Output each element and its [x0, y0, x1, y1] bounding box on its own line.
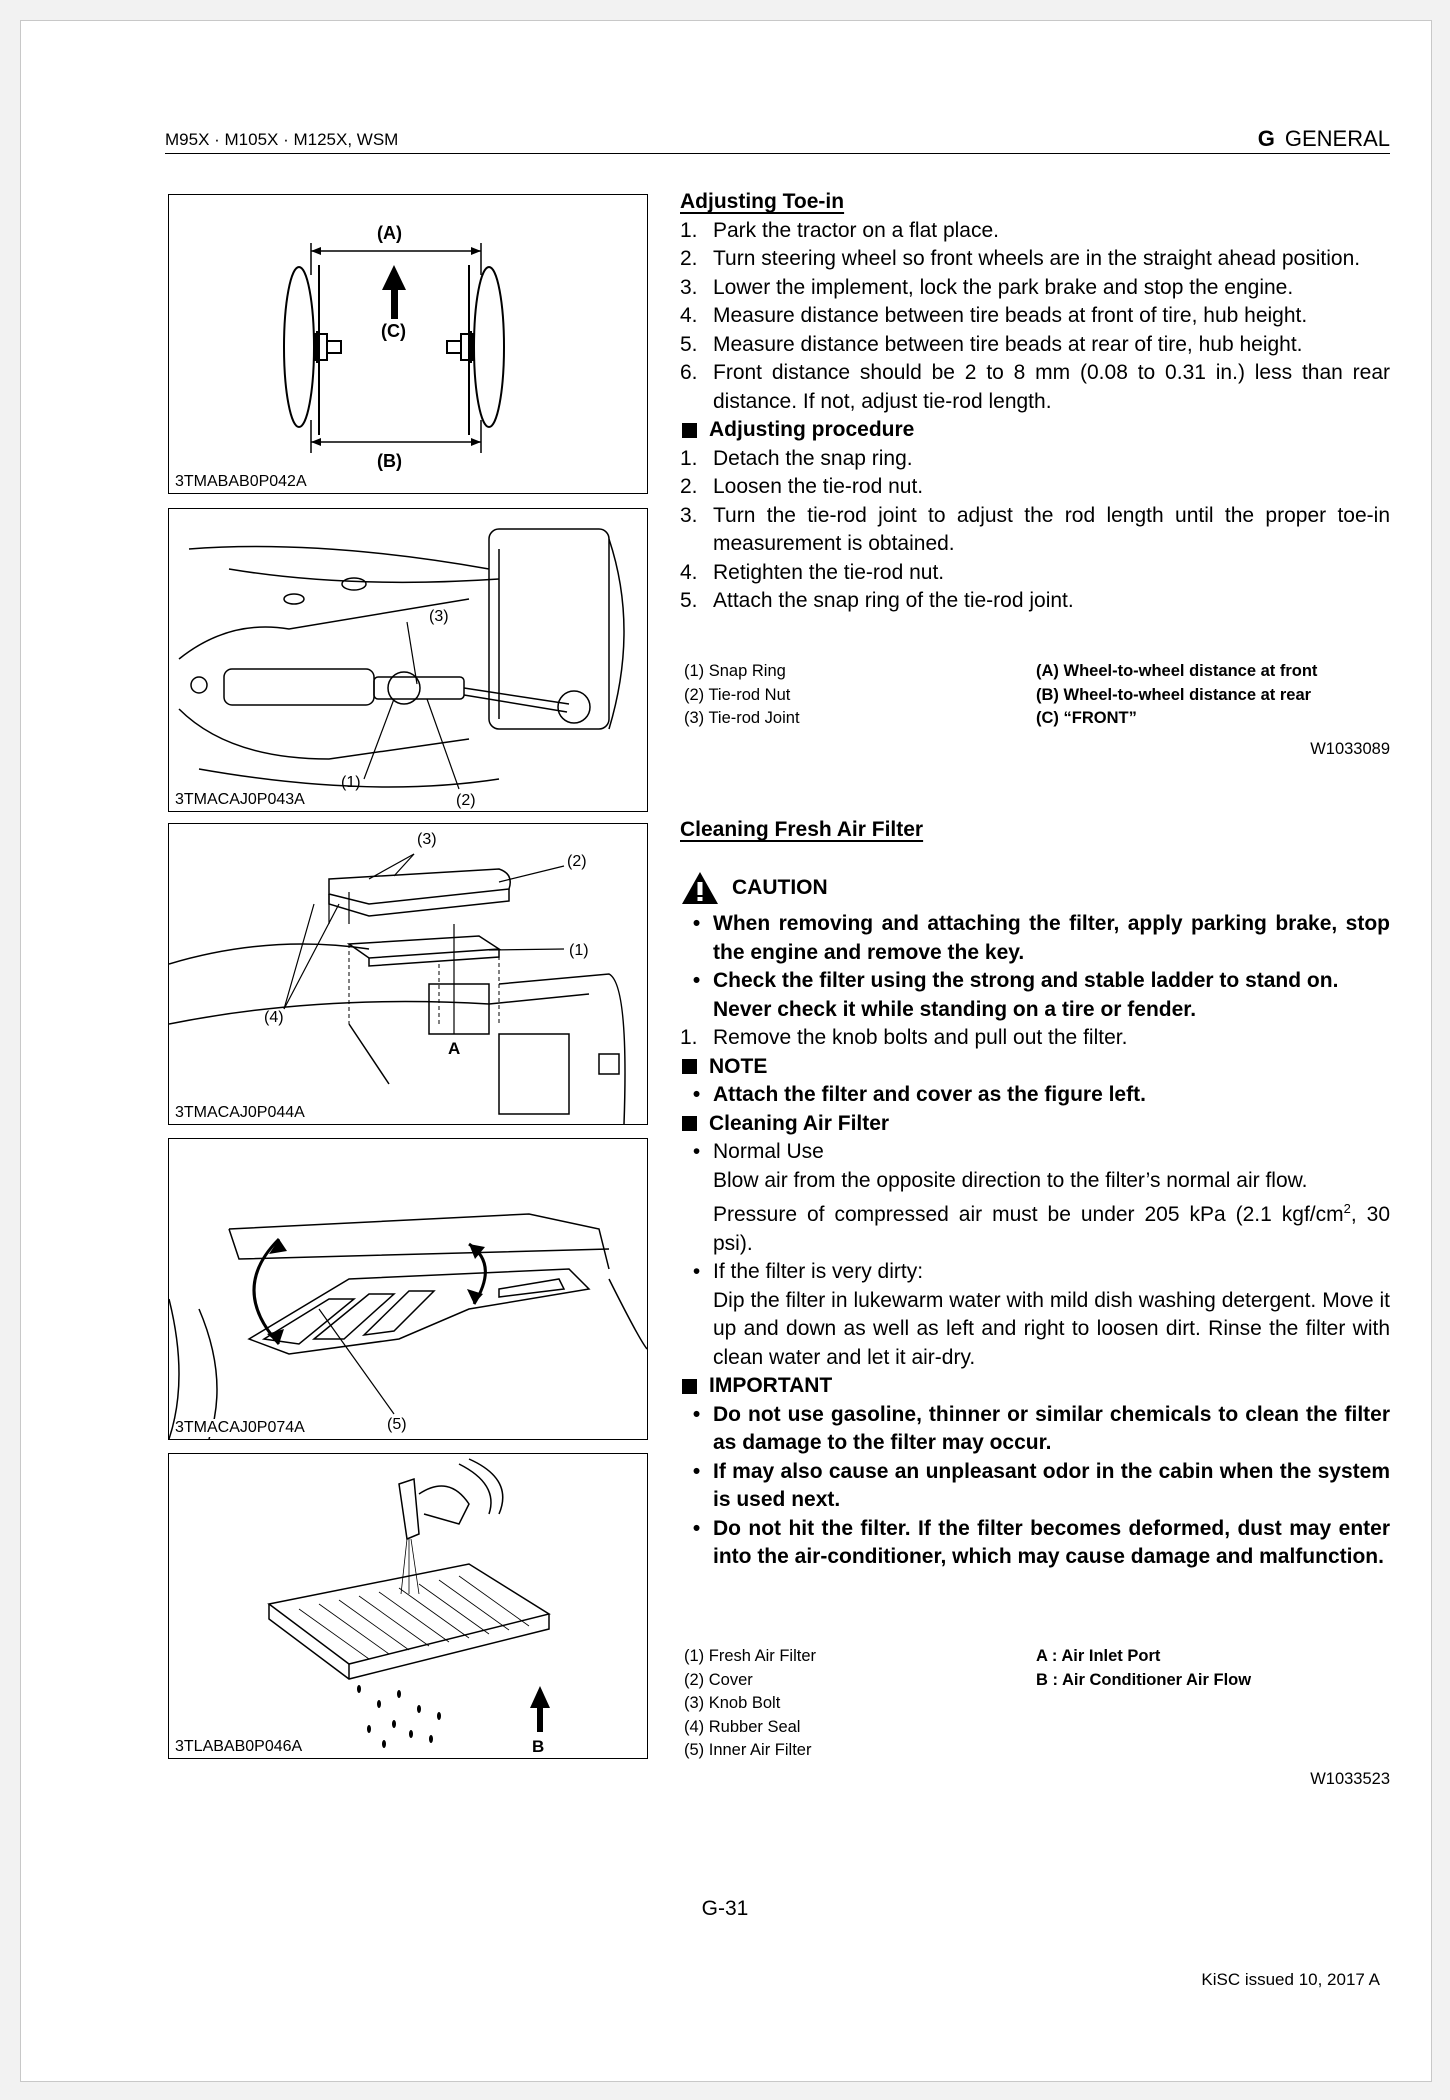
- step: 6. Front distance should be 2 to 8 mm (0.08 to 0.31 in.) less than rear distance. If not, adjust tie-rod length.: [680, 361, 1390, 413]
- paragraph: Dip the filter in lukewarm water with mild dish washing detergent. Move it up and down as well as left and right to loosen dirt. Rinse the filter with clean water and let it air-dry.: [713, 1288, 1390, 1369]
- figure-filter-cover: [168, 823, 648, 1125]
- note-heading: NOTE: [680, 1053, 1390, 1082]
- legend-item: (1) Snap Ring: [684, 662, 786, 680]
- legend-item: (2) Cover: [684, 1670, 753, 1689]
- step: 5. Attach the snap ring of the tie-rod joint.: [680, 589, 1074, 612]
- legend-item: (3) Knob Bolt: [684, 1694, 781, 1712]
- legend-item: (1) Fresh Air Filter: [684, 1647, 817, 1665]
- caution-item: • Check the filter using the strong and stable ladder to stand on.: [692, 969, 1339, 992]
- legend-item: B : Air Conditioner Air Flow: [1036, 1670, 1252, 1689]
- caution-extra: Never check it while standing on a tire or fender.: [713, 997, 1197, 1021]
- figure-toe-in-diagram: [168, 194, 648, 494]
- step: 2. Loosen the tie-rod nut.: [680, 475, 924, 498]
- step: 4. Measure distance between tire beads at front of tire, hub height.: [680, 304, 1308, 327]
- section-header: [1258, 126, 1390, 152]
- square-bullet-icon: [682, 1116, 697, 1131]
- label-5: (5): [387, 1416, 407, 1433]
- legend-item: (A) Wheel-to-wheel distance at front: [1036, 662, 1318, 680]
- step: 3. Turn the tie-rod joint to adjust the rod length until the proper toe-in measurement is obtained.: [680, 503, 1390, 555]
- square-bullet-icon: [682, 1379, 697, 1394]
- step: 5. Measure distance between tire beads at rear of tire, hub height.: [680, 332, 1303, 356]
- filter-section-title: Cleaning Fresh Air Filter: [680, 818, 924, 841]
- figure-code: 3TMACAJ0P043A: [175, 791, 309, 809]
- legend-item: (3) Tie-rod Joint: [684, 709, 800, 727]
- label-4: (4): [264, 1009, 284, 1026]
- note-item: • Attach the filter and cover as the figure left.: [692, 1083, 1146, 1106]
- label-b: B: [532, 1737, 545, 1756]
- label-2: (2): [456, 792, 476, 809]
- paragraph: Pressure of compressed air must be under 205 kPa (2.1 kgf/$cm^2$, 30 psi).: [713, 1201, 1391, 1255]
- subsection-heading: Cleaning Air Filter: [680, 1110, 1390, 1139]
- step: 1. Detach the snap ring.: [680, 446, 913, 470]
- legend-item: (C) “FRONT”: [1036, 709, 1137, 727]
- step: 3. Lower the implement, lock the park brake and stop the engine.: [680, 275, 1294, 299]
- step: 1. Park the tractor on a flat place.: [680, 218, 999, 242]
- list-item: • If the filter is very dirty:: [692, 1260, 924, 1283]
- figure-code: 3TMABAB0P042A: [175, 473, 311, 491]
- figure-inner-filter: [168, 1138, 648, 1440]
- step: 1. Remove the knob bolts and pull out the filter.: [680, 1026, 1128, 1049]
- label-a: A: [448, 1039, 461, 1058]
- section-name: GENERAL: [1284, 126, 1390, 151]
- label-2: (2): [567, 853, 587, 870]
- label-3: (3): [429, 608, 449, 625]
- figure-code: 3TLABAB0P046A: [175, 1738, 306, 1756]
- step: 2. Turn steering wheel so front wheels are in the straight ahead position.: [680, 247, 1361, 270]
- caution-item: • When removing and attaching the filter, apply parking brake, stop the engine and remove the key.: [692, 912, 1390, 964]
- legend-item: (5) Inner Air Filter: [684, 1741, 812, 1759]
- model-header: M95X · M105X · M125X, WSM: [165, 130, 399, 149]
- section-letter: G: [1257, 126, 1275, 151]
- paragraph: Blow air from the opposite direction to the filter’s normal air flow.: [713, 1168, 1308, 1192]
- label-a: (A): [377, 223, 402, 243]
- label-1: (1): [569, 942, 589, 959]
- legend-item: (B) Wheel-to-wheel distance at rear: [1036, 685, 1312, 704]
- important-heading: IMPORTANT: [680, 1372, 1390, 1401]
- section-title: Adjusting Toe-in: [680, 190, 845, 213]
- filter-instructions: [680, 910, 1390, 1572]
- list-item: • Normal Use: [692, 1140, 824, 1163]
- subsection-heading: Adjusting procedure: [680, 416, 1390, 445]
- important-item: • If may also cause an unpleasant odor in the cabin when the system is used next.: [692, 1459, 1390, 1511]
- figure-rinse-filter: [168, 1453, 648, 1759]
- filter-legend: [680, 1645, 1390, 1765]
- reference-code: W1033523: [1310, 1770, 1390, 1788]
- warning-icon: [680, 870, 720, 906]
- label-c: (C): [381, 321, 406, 341]
- important-item: • Do not hit the filter. If the filter becomes deformed, dust may enter into the air-conditioner, which may cause damage and malfunction.: [692, 1516, 1390, 1568]
- figure-code: 3TMACAJ0P074A: [175, 1419, 309, 1437]
- square-bullet-icon: [682, 1059, 697, 1074]
- page-number: G-31: [701, 1897, 749, 1920]
- step: 4. Retighten the tie-rod nut.: [680, 560, 945, 584]
- toe-in-legend: [680, 660, 1390, 735]
- label-b: (B): [377, 451, 402, 471]
- figure-code: 3TMACAJ0P044A: [175, 1104, 309, 1122]
- toe-in-section: [680, 188, 1390, 616]
- legend-item: (2) Tie-rod Nut: [684, 685, 791, 704]
- square-bullet-icon: [682, 423, 697, 438]
- figure-tie-rod: [168, 508, 648, 812]
- label-3: (3): [417, 831, 437, 848]
- reference-code: W1033089: [1310, 740, 1390, 758]
- header-rule: [165, 153, 1390, 154]
- label-1: (1): [341, 774, 361, 791]
- caution-heading: CAUTION: [680, 870, 828, 906]
- important-item: • Do not use gasoline, thinner or similar chemicals to clean the filter as damage to the filter may occur.: [692, 1402, 1390, 1454]
- legend-item: (4) Rubber Seal: [684, 1717, 801, 1736]
- issue-note: KiSC issued 10, 2017 A: [1201, 1970, 1380, 1989]
- legend-item: A : Air Inlet Port: [1036, 1647, 1161, 1665]
